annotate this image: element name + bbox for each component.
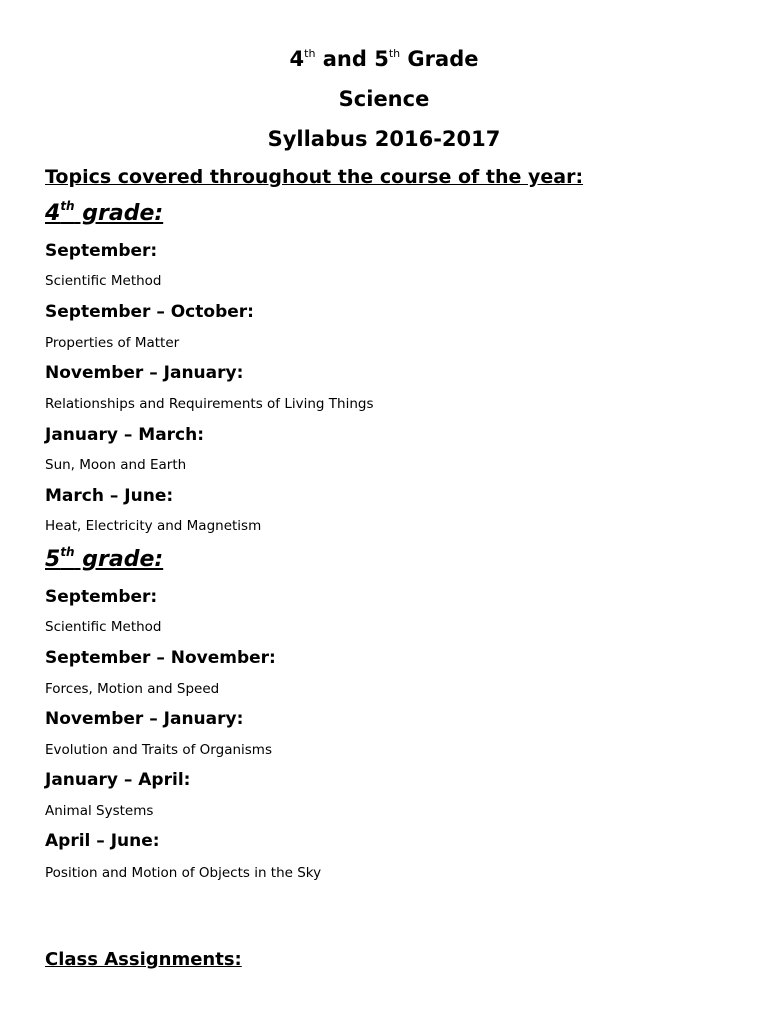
grade-5-topic-2: Forces, Motion and Speed — [45, 681, 220, 697]
grade-5-period-1: September: — [45, 587, 158, 607]
grade-4-period-1: September: — [45, 241, 158, 261]
title-grade-5: and 5 — [315, 47, 389, 71]
title-subject: Science — [338, 87, 430, 111]
title-grades — [0, 46, 768, 72]
grade-4-period-2: September – October: — [45, 302, 254, 322]
title-syllabus: Syllabus 2016-2017 — [267, 127, 501, 151]
grade-4-topic-4: Sun, Moon and Earth — [45, 457, 187, 473]
grade-4-label: grade: — [74, 201, 164, 226]
grade-5-period-5: April – June: — [45, 831, 160, 851]
title-sup-2: th — [388, 47, 401, 60]
grade-4-period-4: January – March: — [45, 425, 205, 445]
grade-5-topic-5: Position and Motion of Objects in the Sky — [45, 865, 322, 881]
grade-4-topic-1: Scientific Method — [45, 273, 162, 289]
grade-4-number: 4 — [45, 201, 61, 226]
topics-heading: Topics covered throughout the course of the year: — [45, 166, 584, 188]
grade-5-sup: th — [60, 545, 75, 559]
grade-5-heading — [45, 546, 163, 574]
class-assignments-heading: Class Assignments: — [45, 949, 242, 970]
grade-5-label: grade: — [74, 547, 164, 572]
grade-5-period-4: January – April: — [45, 770, 191, 790]
grade-4-sup: th — [60, 199, 75, 213]
grade-4-topic-2: Properties of Matter — [45, 335, 180, 351]
title-grade-4: 4 — [289, 47, 305, 71]
grade-5-topic-1: Scientific Method — [45, 619, 162, 635]
grade-4-heading — [45, 200, 163, 228]
title-grade-word: Grade — [400, 47, 479, 71]
grade-4-topic-3: Relationships and Requirements of Living Things — [45, 396, 374, 412]
grade-5-number: 5 — [45, 547, 61, 572]
grade-5-topic-3: Evolution and Traits of Organisms — [45, 742, 272, 758]
grade-5-topic-4: Animal Systems — [45, 803, 154, 819]
grade-4-period-5: March – June: — [45, 486, 174, 506]
grade-5-period-2: September – November: — [45, 648, 276, 668]
grade-4-period-3: November – January: — [45, 363, 244, 383]
grade-5-period-3: November – January: — [45, 709, 244, 729]
title-sup-1: th — [304, 47, 316, 60]
grade-4-topic-5: Heat, Electricity and Magnetism — [45, 518, 262, 534]
